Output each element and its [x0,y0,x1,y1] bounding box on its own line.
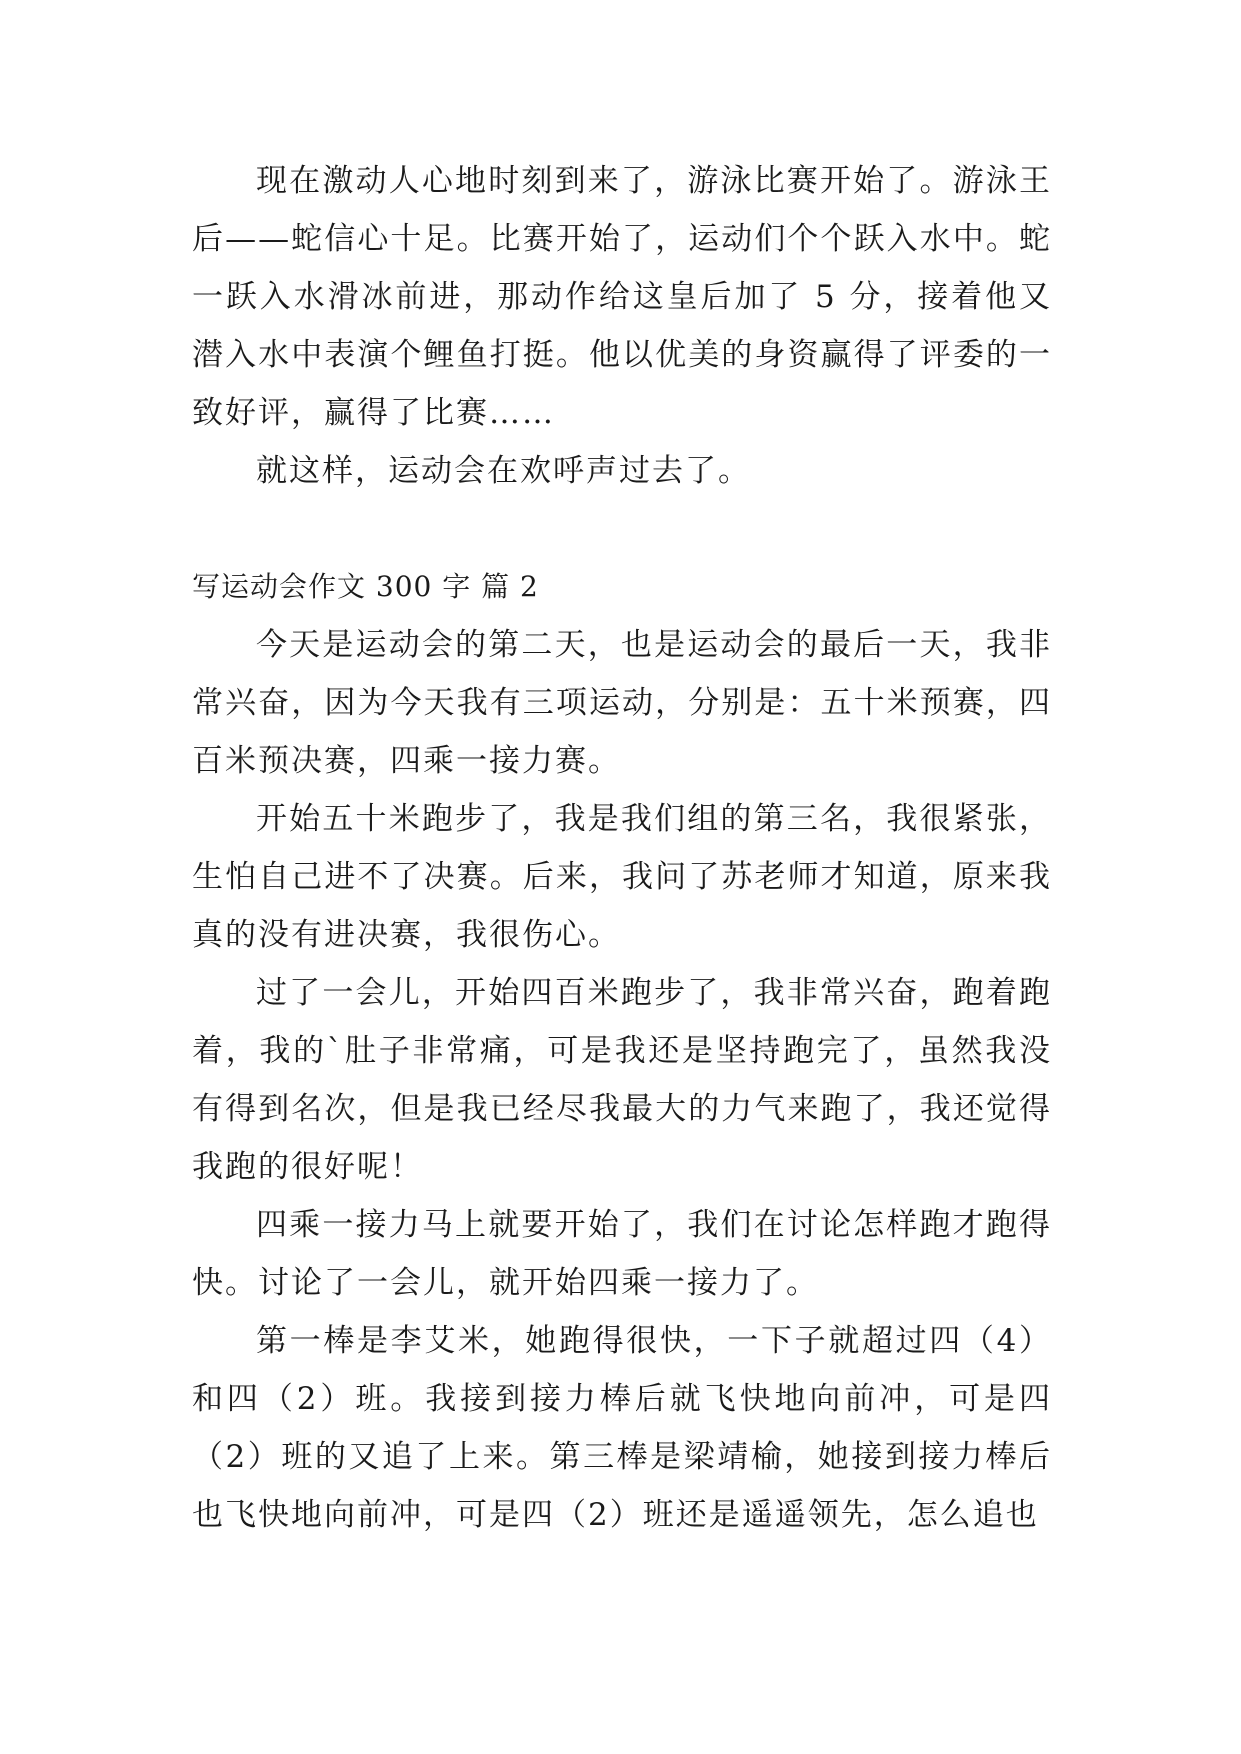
paragraph: 就这样，运动会在欢呼声过去了。 [256,453,751,489]
document-body [192,152,1052,1544]
paragraph: 四乘一接力马上就要开始了，我们在讨论怎样跑才跑得快。讨论了一会儿，就开始四乘一接力了。 [192,1207,1052,1301]
paragraph: 第一棒是李艾米，她跑得很快，一下子就超过四（4）和四（2）班。我接到接力棒后就飞快地向前冲，可是四（2）班的又追了上来。第三棒是梁靖榆，她接到接力棒后也飞快地向前冲，可是四（2）班还是遥遥领先，怎么追也 [192,1323,1052,1533]
section-title: 写运动会作文 300 字 篇 2 [192,570,539,603]
paragraph: 开始五十米跑步了，我是我们组的第三名，我很紧张，生怕自己进不了决赛。后来，我问了苏老师才知道，原来我真的没有进决赛，我很伤心。 [192,801,1052,953]
paragraph: 今天是运动会的第二天，也是运动会的最后一天，我非常兴奋，因为今天我有三项运动，分别是：五十米预赛，四百米预决赛，四乘一接力赛。 [192,627,1052,779]
paragraph: 现在激动人心地时刻到来了，游泳比赛开始了。游泳王后——蛇信心十足。比赛开始了，运动们个个跃入水中。蛇一跃入水滑冰前进，那动作给这皇后加了 5 分，接着他又潜入水中表演个鲤鱼打挺。他以优美的身资赢得了评委的一致好评，赢得了比赛…… [192,163,1052,431]
paragraph: 过了一会儿，开始四百米跑步了，我非常兴奋，跑着跑着，我的`肚子非常痛，可是我还是坚持跑完了，虽然我没有得到名次，但是我已经尽我最大的力气来跑了，我还觉得我跑的很好呢！ [192,975,1052,1185]
section-spacer [192,500,1052,558]
